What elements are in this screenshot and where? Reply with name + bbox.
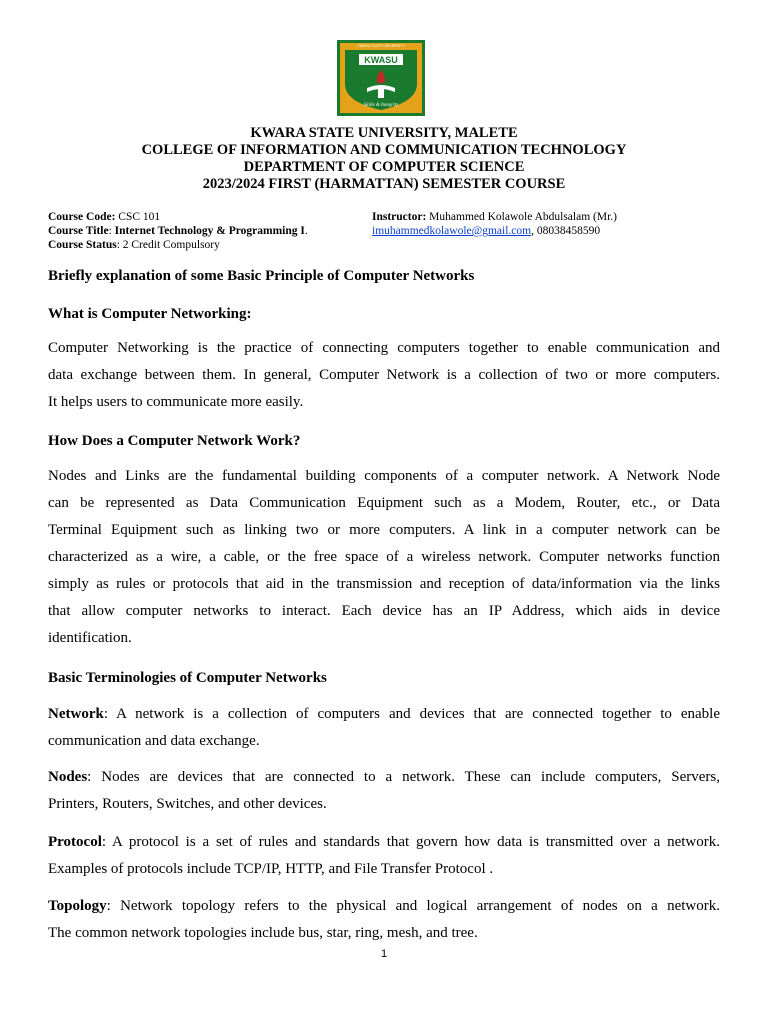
logo-name: KWASU [364, 55, 398, 65]
logo-motto: Skills & Integrity [363, 103, 399, 108]
term-protocol: Protocol: A protocol is a set of rules and standards that govern how data is transmitted over a network. Examples of protocols include TCP/IP, HTTP, and File Transfer Protocol . [48, 834, 720, 877]
course-info [48, 210, 308, 252]
contact-line: imuhammedkolawole@gmail.com, 08038458590 [372, 225, 601, 237]
paragraph-what-is-networking: Computer Networking is the practice of connecting computers together to enable communication and data exchange between them. In general, Computer Network is a collection of two or more computers. It helps users to communicate more easily. [48, 340, 720, 410]
university-logo [337, 40, 425, 116]
document-title: Briefly explanation of some Basic Principle of Computer Networks [48, 268, 475, 284]
document-header [0, 125, 768, 193]
term-nodes: Nodes: Nodes are devices that are connected to a network. These can include computers, Servers, Printers, Routers, Switches, and other devices. [48, 769, 720, 812]
section-heading-what-is-networking: What is Computer Networking: [48, 306, 252, 322]
course-code-line: Course Code: CSC 101 [48, 211, 161, 223]
university-name: KWARA STATE UNIVERSITY, MALETE [250, 125, 518, 141]
college-name: COLLEGE OF INFORMATION AND COMMUNICATION TECHNOLOGY [141, 142, 627, 158]
course-title-line: Course Title: Internet Technology & Programming I. [48, 225, 308, 237]
page-number: 1 [380, 948, 388, 960]
course-status-line: Course Status: 2 Credit Compulsory [48, 239, 220, 251]
section-heading-how-network-works: How Does a Computer Network Work? [48, 433, 301, 449]
term-network: Network: A network is a collection of computers and devices that are connected together to enable communication and data exchange. [48, 706, 720, 749]
department-name: DEPARTMENT OF COMPUTER SCIENCE [243, 159, 525, 175]
paragraph-how-network-works: Nodes and Links are the fundamental building components of a computer network. A Network Node can be represented as Data Communication Equipment such as a Modem, Router, etc., or Data Terminal Equipment such as linking two or more computers. A link in a computer network can be characterized as a wire, a cable, or the free space of a wireless network. Computer networks function simply as rules or protocols that aid in the transmission and reception of data/information via the links that allow computer networks to interact. Each device has an IP Address, which aids in device identification. [48, 468, 720, 646]
instructor-info [372, 210, 617, 238]
logo-top-text: KWARA STATE UNIVERSITY [357, 44, 405, 48]
instructor-email-link[interactable]: imuhammedkolawole@gmail.com [372, 225, 532, 237]
semester-line: 2023/2024 FIRST (HARMATTAN) SEMESTER COURSE [202, 176, 566, 192]
term-topology: Topology: Network topology refers to the physical and logical arrangement of nodes on a network. The common network topologies include bus, star, ring, mesh, and tree. [48, 898, 720, 941]
instructor-line: Instructor: Muhammed Kolawole Abdulsalam (Mr.) [372, 211, 617, 223]
section-heading-terminologies: Basic Terminologies of Computer Networks [48, 670, 327, 686]
